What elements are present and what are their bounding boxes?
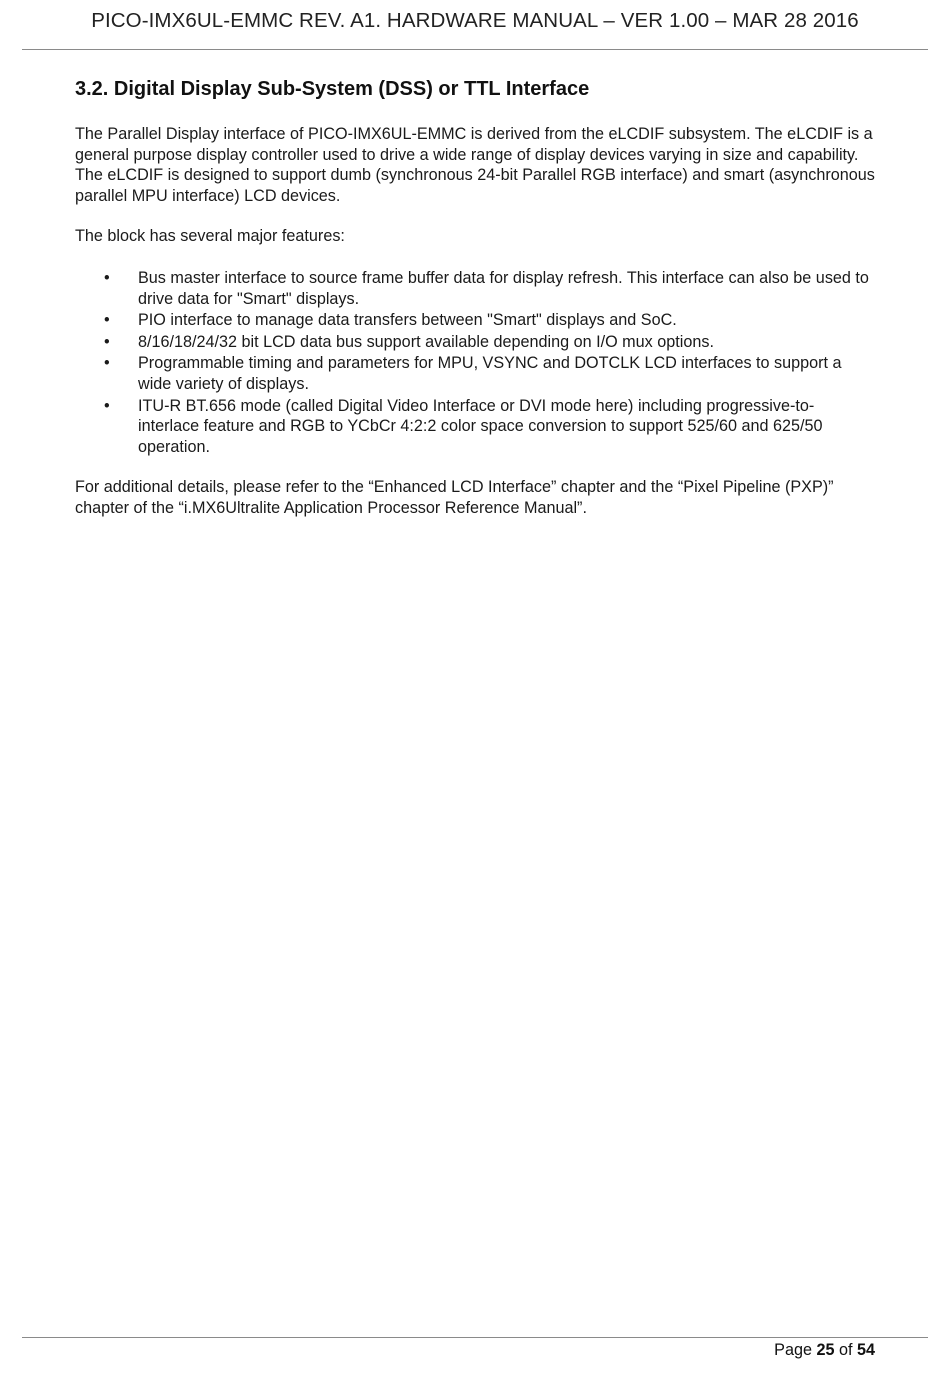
list-item — [75, 310, 875, 331]
header-divider — [22, 49, 928, 50]
list-item — [75, 268, 875, 309]
page-header: PICO-IMX6UL-EMMC REV. A1. HARDWARE MANUAL – VER 1.00 – MAR 28 2016 — [91, 9, 859, 32]
page-prefix: Page — [774, 1341, 812, 1359]
bullet-icon: • — [104, 332, 110, 351]
intro-paragraph: The Parallel Display interface of PICO-IMX6UL-EMMC is derived from the eLCDIF subsystem. The eLCDIF is a general purpose display controller used to drive a wide range of display devices varying in size and capability. The eLCDIF is designed to support dumb (synchronous 24-bit Parallel RGB interface) and smart (asynchronous parallel MPU interface) LCD devices. — [75, 125, 875, 205]
list-item-text: Bus master interface to source frame buffer data for display refresh. This interface can also be used to drive data for "Smart" displays. — [138, 268, 869, 308]
list-item-text: PIO interface to manage data transfers between "Smart" displays and SoC. — [138, 311, 677, 330]
features-lead: The block has several major features: — [75, 227, 345, 246]
page-separator: of — [838, 1341, 853, 1359]
list-item — [75, 332, 875, 353]
features-list — [75, 268, 875, 457]
list-item-text: ITU-R BT.656 mode (called Digital Video Interface or DVI mode here) including progressive-to-interlace feature and RGB to YCbCr 4:2:2 color space conversion to support 525/60 and 625/50 operation. — [138, 396, 823, 456]
bullet-icon: • — [104, 311, 110, 330]
bullet-icon: • — [104, 396, 110, 415]
bullet-icon: • — [104, 268, 110, 287]
closing-paragraph: For additional details, please refer to the “Enhanced LCD Interface” chapter and the “Pixel Pipeline (PXP)” chapter of the “i.MX6Ultralite Application Processor Reference Manual”. — [75, 478, 834, 517]
section-heading: 3.2. Digital Display Sub-System (DSS) or TTL Interface — [75, 78, 590, 100]
list-item-text: Programmable timing and parameters for MPU, VSYNC and DOTCLK LCD interfaces to support a wide variety of displays. — [138, 354, 842, 393]
list-item-text: 8/16/18/24/32 bit LCD data bus support available depending on I/O mux options. — [138, 332, 714, 351]
list-item — [75, 353, 875, 394]
page-number: 25 — [816, 1341, 835, 1359]
list-item — [75, 396, 875, 458]
bullet-icon: • — [104, 354, 110, 373]
footer-divider — [22, 1337, 928, 1338]
page-total: 54 — [856, 1341, 875, 1359]
page-content — [75, 76, 875, 519]
page-footer — [774, 1341, 875, 1360]
